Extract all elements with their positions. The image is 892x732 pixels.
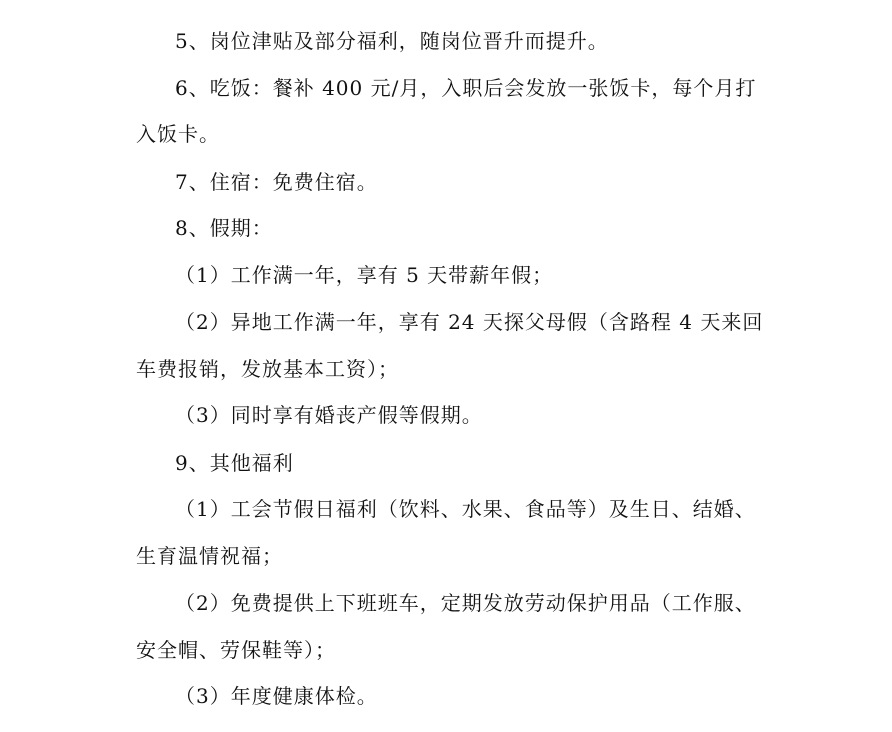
other-subitem-1-holiday-gifts-continued: 生育温情祝福； xyxy=(136,544,283,568)
leave-subitem-2-family-visit: （2）异地工作满一年，享有 24 天探父母假（含路程 4 天来回 xyxy=(175,310,764,334)
benefit-item-6-meals-continued: 入饭卡。 xyxy=(136,122,220,146)
benefit-item-5-allowance: 5、岗位津贴及部分福利，随岗位晋升而提升。 xyxy=(175,29,609,53)
benefit-item-9-other-heading: 9、其他福利 xyxy=(175,451,294,475)
benefit-item-8-leave-heading: 8、假期： xyxy=(175,216,273,240)
other-subitem-3-health-checkup: （3）年度健康体检。 xyxy=(175,684,378,708)
leave-subitem-2-family-visit-continued: 车费报销，发放基本工资）； xyxy=(136,357,399,381)
leave-subitem-3-other-leave: （3）同时享有婚丧产假等假期。 xyxy=(175,403,483,427)
leave-subitem-1-annual: （1）工作满一年，享有 5 天带薪年假； xyxy=(175,263,554,287)
benefit-item-7-housing: 7、住宿：免费住宿。 xyxy=(175,170,378,194)
benefit-item-6-meals: 6、吃饭：餐补 400 元/月，入职后会发放一张饭卡，每个月打 xyxy=(175,76,757,100)
other-subitem-1-holiday-gifts: （1）工会节假日福利（饮料、水果、食品等）及生日、结婚、 xyxy=(175,497,756,521)
other-subitem-2-shuttle-and-protective-gear-continued: 安全帽、劳保鞋等）； xyxy=(136,638,336,662)
other-subitem-2-shuttle-and-protective-gear: （2）免费提供上下班班车，定期发放劳动保护用品（工作服、 xyxy=(175,591,756,615)
